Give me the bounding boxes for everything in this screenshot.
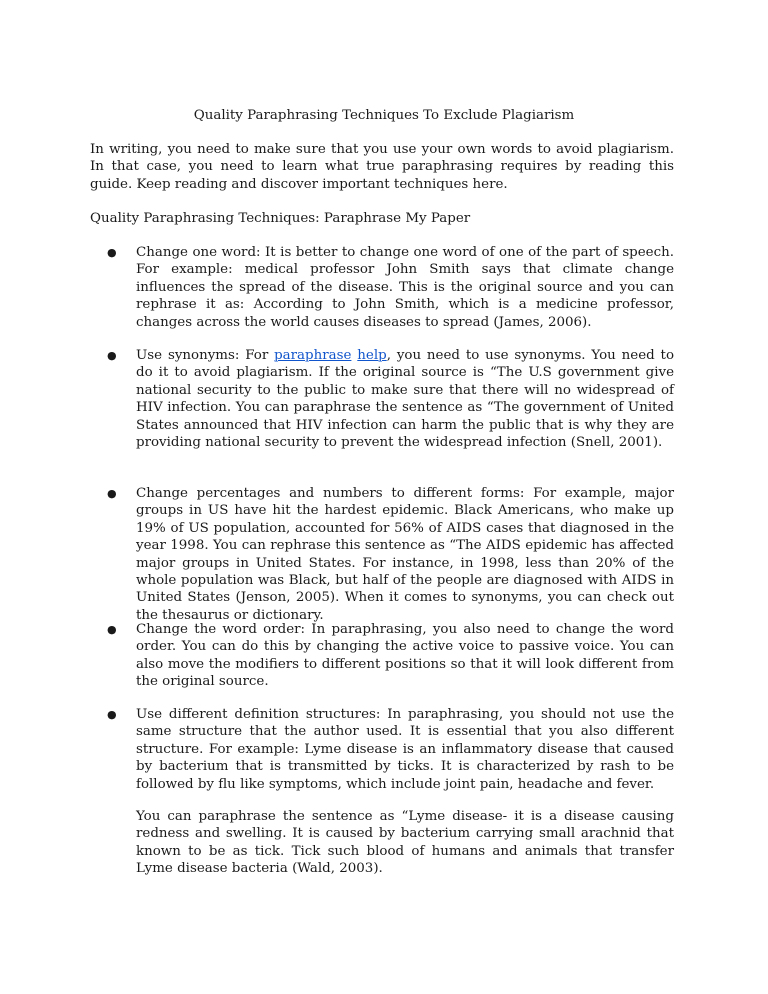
document-title: Quality Paraphrasing Techniques To Exclude Plagiarism [193,108,575,123]
section-heading: Quality Paraphrasing Techniques: Paraphrase My Paper [90,211,471,226]
list-item [107,244,674,331]
bullet-text-lead: Use synonyms: For [136,348,275,363]
bullet-text-change-percentages: Change percentages and numbers to different forms: For example, major groups in US have hit the hardest epidemic. Black Americans, who make up 19% of US population, accounted for 56% of AIDS cases that diagnosed in the year 1998. You can rephrase this sentence as “The AIDS epidemic has affected major groups in United States. For instance, in 1998, less than 20% of the whole population was Black, but half of the people are diagnosed with AIDS in United States (Jenson, 2005). When it comes to synonyms, you can check out the thesaurus or dictionary. [136,486,674,623]
paraphrase-link[interactable]: paraphrase [274,348,352,363]
list-item [107,706,674,793]
bullet-icon: ● [107,246,117,259]
bullet-icon: ● [107,623,117,636]
bullet-icon: ● [107,349,117,362]
list-item [107,485,674,624]
bullet-text-change-one-word: Change one word: It is better to change one word of one of the part of speech. For example: medical professor John Smith says that climate change influences the spread of the disease. This is the original source and you can rephrase it as: According to John Smith, which is a medicine professor, changes across the world causes diseases to spread (James, 2006). [136,245,674,330]
bullet-text-change-word-order: Change the word order: In paraphrasing, you also need to change the word order. You can do this by changing the active voice to passive voice. You can also move the modifiers to different positions so that it will look different from the original source. [136,622,674,690]
list-item [107,347,674,451]
bullet-text-definition-structures: Use different definition structures: In paraphrasing, you should not use the same structure that the author used. It is essential that you also different structure. For example: Lyme disease is an inflammatory disease that caused by bacterium that is transmitted by ticks. It is characterized by rash to be followed by flu like symptoms, which include joint pain, headache and fever. [136,707,674,792]
intro-paragraph: In writing, you need to make sure that you use your own words to avoid plagiarism. In that case, you need to learn what true paraphrasing requires by reading this guide. Keep reading and discover important techniques here. [90,142,674,192]
bullet-text-rest: , you need to use synonyms. You need to do it to avoid plagiarism. If the original source is “The U.S government give national security to the public to make sure that there will no widespread of HIV infection. You can paraphrase the sentence as “The government of United States announced that HIV infection can harm the public that is why they are providing national security to prevent the widespread infection (Snell, 2001). [136,348,675,451]
bullet-icon: ● [107,708,117,721]
bullet-text-use-synonyms [136,347,674,451]
bullet-icon: ● [107,487,117,500]
help-link[interactable]: help [357,348,387,363]
list-item [107,621,674,691]
follow-paragraph: You can paraphrase the sentence as “Lyme disease- it is a disease causing redness and swelling. It is caused by bacterium carrying small arachnid that known to be as tick. Tick such blood of humans and animals that transfer Lyme disease bacteria (Wald, 2003). [136,809,674,877]
